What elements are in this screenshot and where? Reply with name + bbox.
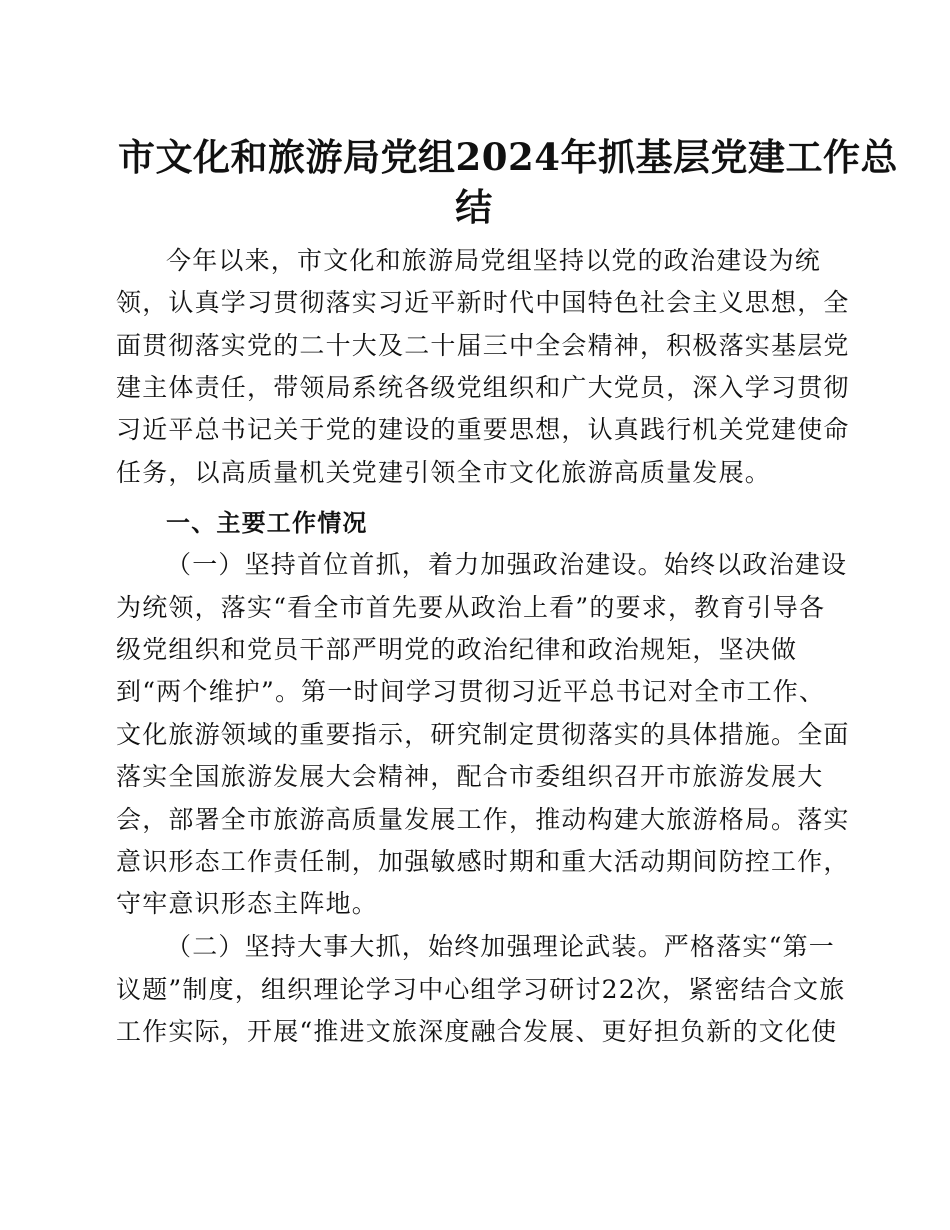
sub1-line-6: 落实全国旅游发展大会精神，配合市委组织召开市旅游发展大 [116, 762, 824, 791]
intro-line-3: 面贯彻落实党的二十大及二十届三中全会精神，积极落实基层党 [116, 331, 850, 360]
sub1-line-1: （一）坚持首位首抓，着力加强政治建设。始终以政治建设 [166, 550, 848, 579]
title-line-1: 市文化和旅游局党组2024年抓基层党建工作总 [118, 135, 898, 179]
sub1-line-7: 会，部署全市旅游高质量发展工作，推动构建大旅游格局。落实 [116, 805, 850, 834]
intro-line-4: 建主体责任，带领局系统各级党组织和广大党员，深入学习贯彻 [116, 373, 850, 402]
sub2-line-1: （二）坚持大事大抓，始终加强理论武装。严格落实“第一 [166, 932, 835, 961]
sub1-line-5: 文化旅游领域的重要指示，研究制定贯彻落实的具体措施。全面 [116, 720, 850, 749]
intro-line-2: 领，认真学习贯彻落实习近平新时代中国特色社会主义思想，全 [116, 288, 850, 317]
sub1-line-3: 级党组织和党员干部严明党的政治纪律和政治规矩，坚决做 [116, 635, 798, 664]
intro-line-1: 今年以来，市文化和旅游局党组坚持以党的政治建设为统 [166, 246, 822, 275]
document-title [118, 132, 898, 232]
sub2-line-3: 工作实际，开展“推进文旅深度融合发展、更好担负新的文化使 [116, 1017, 838, 1046]
title-line-2: 结 [455, 185, 493, 229]
sub2-line-2: 议题”制度，组织理论学习中心组学习研讨22次，紧密结合文旅 [116, 975, 846, 1004]
section-heading-1: 一、主要工作情况 [166, 509, 368, 537]
intro-line-6: 任务，以高质量机关党建引领全市文化旅游高质量发展。 [116, 458, 772, 487]
sub1-line-9: 守牢意识形态主阵地。 [116, 889, 379, 918]
sub1-line-4: 到“两个维护”。第一时间学习贯彻习近平总书记对全市工作、 [116, 677, 826, 706]
sub1-line-8: 意识形态工作责任制，加强敏感时期和重大活动期间防控工作， [116, 847, 850, 876]
sub1-line-2: 为统领，落实“看全市首先要从政治上看”的要求，教育引导各 [116, 593, 826, 622]
intro-line-5: 习近平总书记关于党的建设的重要思想，认真践行机关党建使命 [116, 415, 850, 444]
